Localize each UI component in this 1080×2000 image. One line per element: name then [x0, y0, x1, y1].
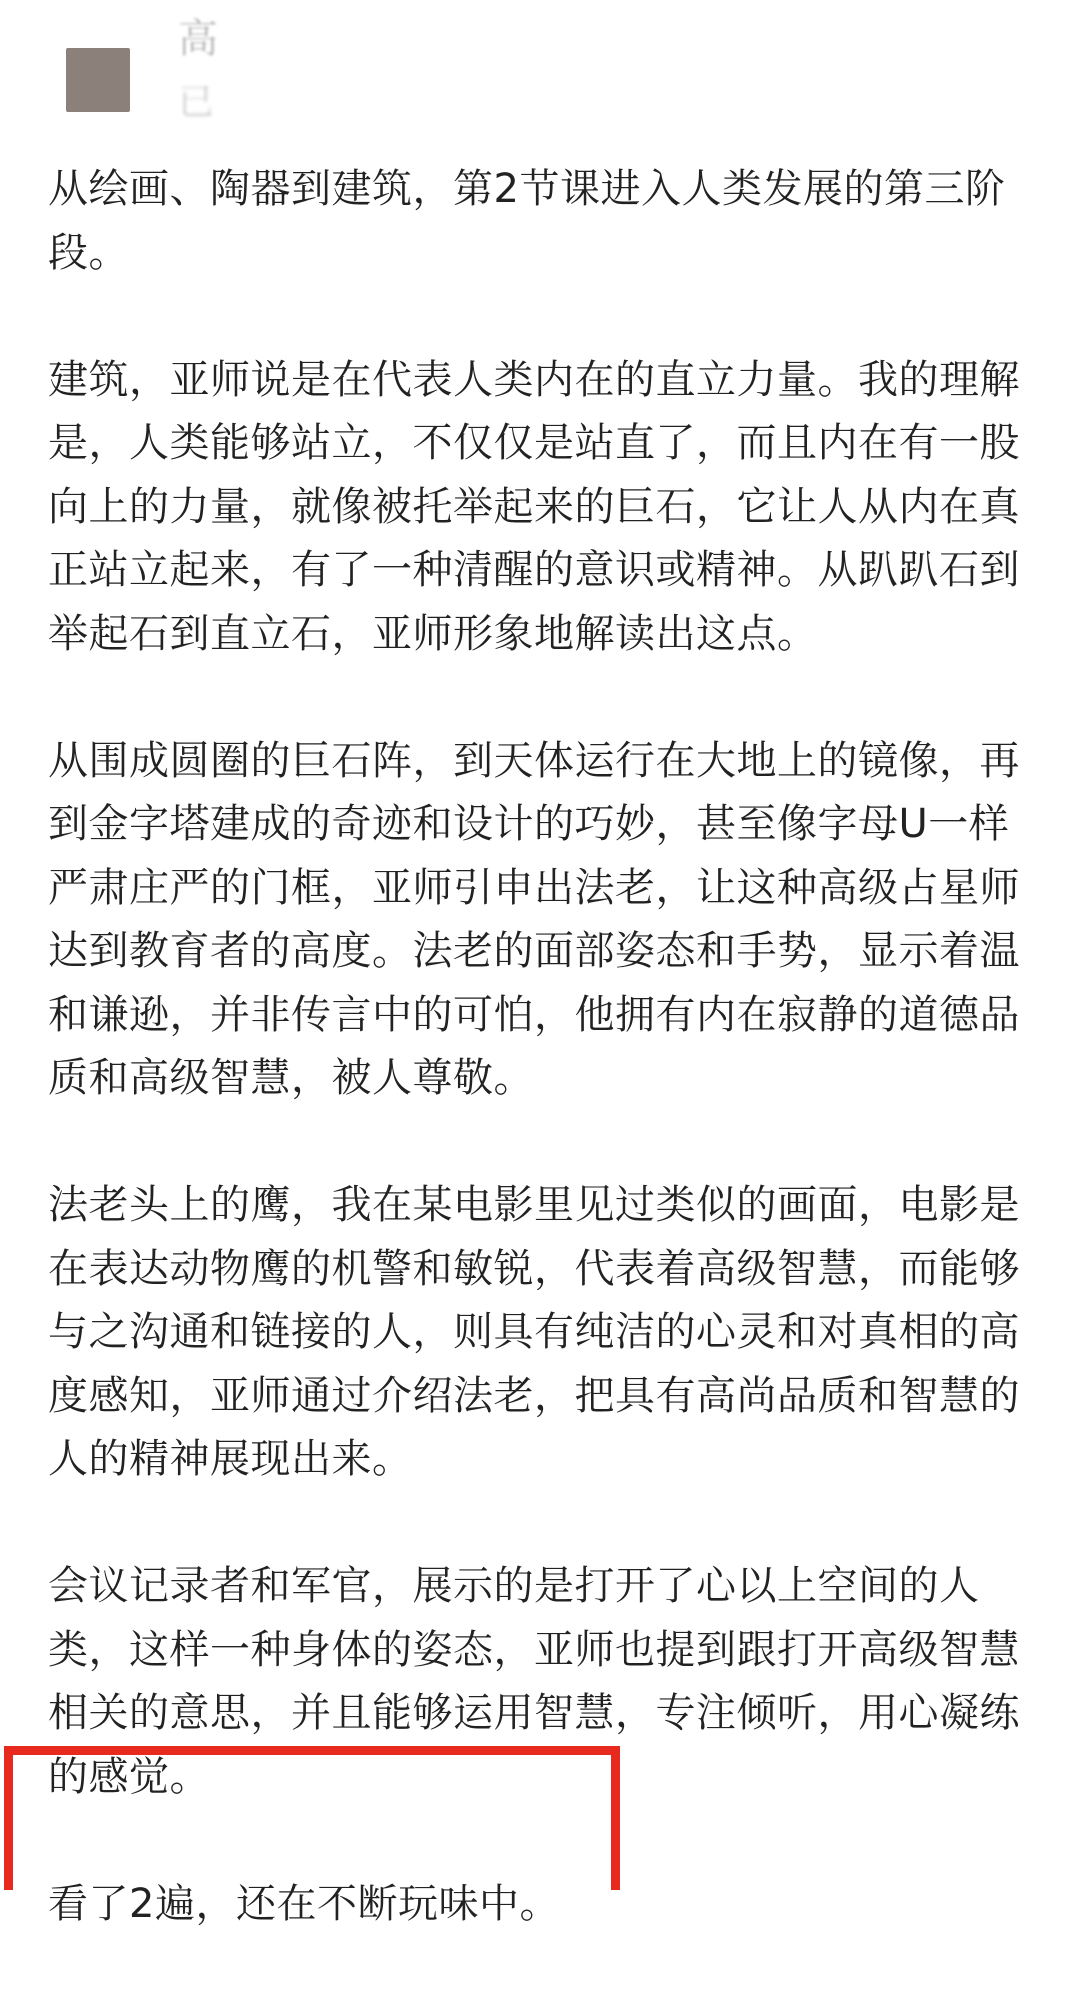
paragraph-recorder: 会议记录者和军官，展示的是打开了心以上空间的人类，这样一种身体的姿态，亚师也提到跟打开高级智慧相关的意思，并且能够运用智慧，专注倾听，用心凝练的感觉。 [48, 1563, 1020, 1800]
post-header [0, 0, 1080, 150]
paragraph-intro: 从绘画、陶器到建筑，第2节课进入人类发展的第三阶段。 [48, 166, 1006, 276]
paragraph-pharaoh: 从围成圆圈的巨石阵，到天体运行在大地上的镜像，再到金字塔建成的奇迹和设计的巧妙，甚至像字母U一样严肃庄严的门框，亚师引申出法老，让这种高级占星师达到教育者的高度。法老的面部姿态和手势，显示着温和谦逊，并非传言中的可怕，他拥有内在寂静的道德品质和高级智慧，被人尊敬。 [48, 737, 1020, 1101]
user-subtitle: 已 [178, 82, 215, 123]
avatar[interactable] [66, 48, 130, 112]
red-highlight-box [4, 1746, 620, 1890]
paragraph-closing: 看了2遍，还在不断玩味中。 [48, 1880, 560, 1927]
user-name[interactable]: 高 [178, 16, 218, 62]
paragraph-eagle: 法老头上的鹰，我在某电影里见过类似的画面，电影是在表达动物鹰的机警和敏锐，代表着高级智慧，而能够与之沟通和链接的人，则具有纯洁的心灵和对真相的高度感知，亚师通过介绍法老，把具有高尚品质和智慧的人的精神展现出来。 [48, 1182, 1020, 1482]
article-body [48, 158, 1038, 2000]
paragraph-architecture: 建筑，亚师说是在代表人类内在的直立力量。我的理解是，人类能够站立，不仅仅是站直了，而且内在有一股向上的力量，就像被托举起来的巨石，它让人从内在真正站立起来，有了一种清醒的意识或精神。从趴趴石到举起石到直立石，亚师形象地解读出这点。 [48, 356, 1020, 657]
